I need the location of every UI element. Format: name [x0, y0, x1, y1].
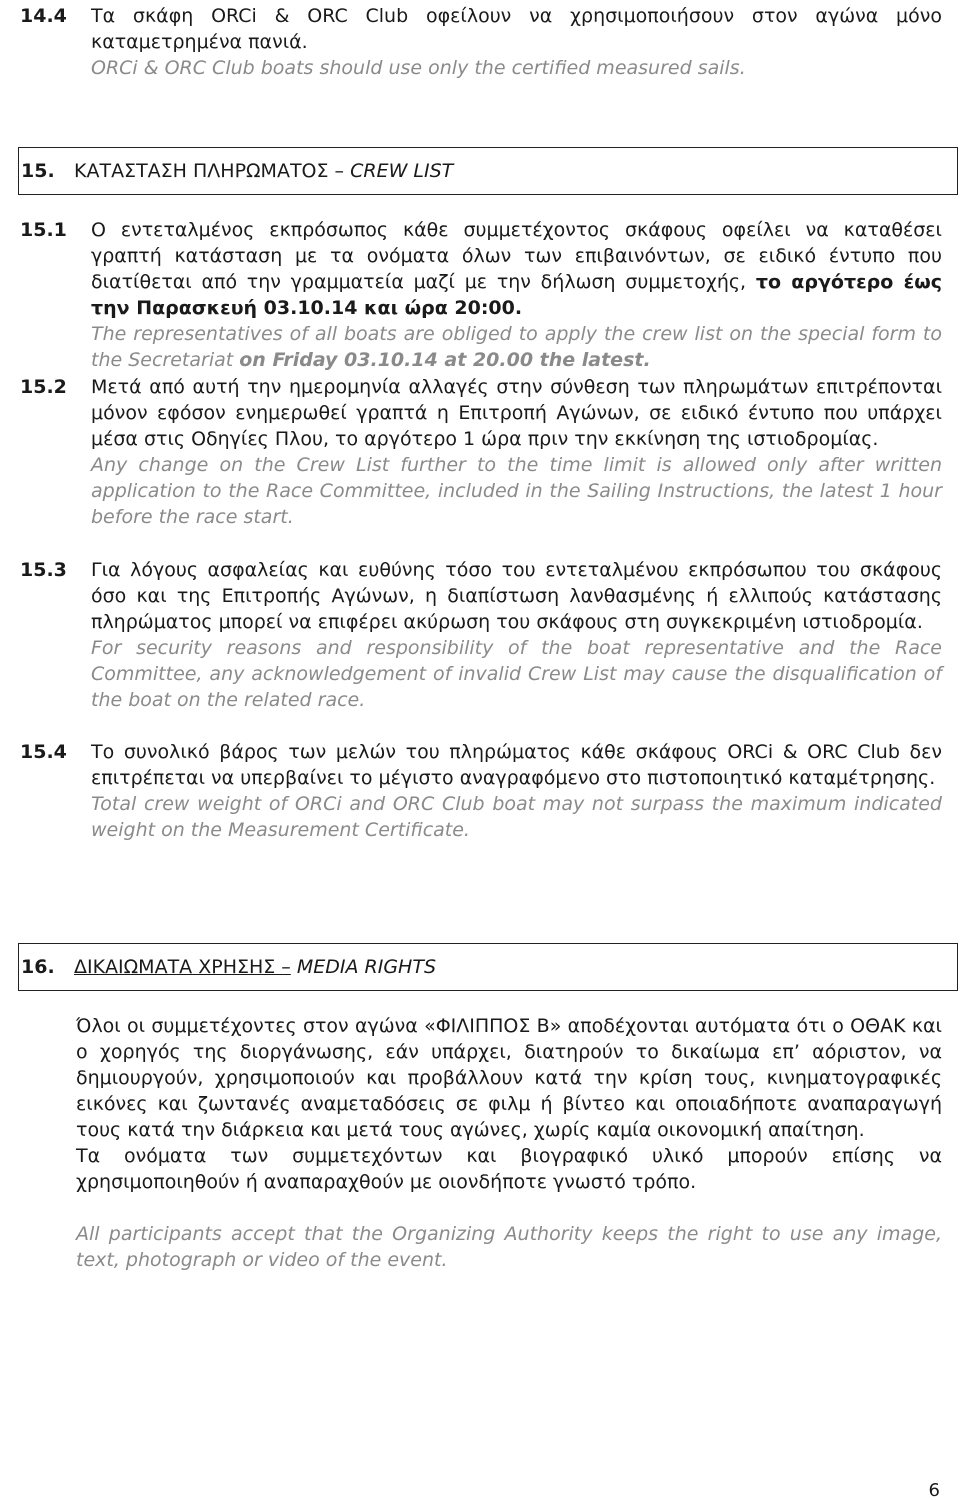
section-number-15-3: 15.3: [20, 559, 67, 581]
section-heading-16: [18, 943, 958, 991]
section-15-1-english: [91, 321, 942, 373]
heading-15-title-greek: ΚΑΤΑΣΤΑΣΗ ΠΛΗΡΩΜΑΤΟΣ –: [74, 160, 345, 182]
section-15-2: [91, 374, 942, 530]
section-16-greek-1: Όλοι οι συμμετέχοντες στον αγώνα «ΦΙΛΙΠΠΟΣ Β» αποδέχονται αυτόματα ότι ο ΟΘΑΚ και ο χορηγός της διοργάνωσης, εάν υπάρχει, διατηρούν το δικαίωμα επ’ αόριστον, να δημιουργούν, χρησιμοποιούν και προβάλλουν κατά την κρίση τους, κινηματογραφικές εικόνες και ζωντανές αναμεταδόσεις σε φιλμ ή βίντεο και οποιαδήποτε αναπαραγωγή τους κατά την διάρκεια και μετά τους αγώνες, χωρίς καμία οικονομική απαίτηση.: [76, 1015, 942, 1141]
top-border: [18, 0, 958, 1]
section-15-4: [91, 739, 942, 843]
section-16-greek-2: Τα ονόματα των συμμετεχόντων και βιογραφικό υλικό μπορούν επίσης να χρησιμοποιηθούν ή αναπαραχθούν με οιονδήποτε γνωστό τρόπο.: [76, 1145, 942, 1193]
section-number-14-4: 14.4: [20, 5, 67, 27]
heading-16-number: 16.: [21, 956, 55, 978]
section-15-1-greek-text: Ο εντεταλμένος εκπρόσωπος κάθε συμμετέχοντος σκάφους οφείλει να καταθέσει γραπτή κατάσταση με τα ονόματα όλων των επιβαινόντων, σε ειδικό έντυπο που διατίθεται από την γραμματεία μαζί με την δήλωση συμμετοχής,: [91, 219, 942, 293]
section-number-15-1: 15.1: [20, 219, 67, 241]
section-15-2-greek: Μετά από αυτή την ημερομηνία αλλαγές στην σύνθεση των πληρωμάτων επιτρέπονται μόνον εφόσον ενημερωθεί γραπτά η Επιτροπή Αγώνων, σε ειδικό έντυπο που υπάρχει μέσα στις Οδηγίες Πλου, το αργότερο 1 ώρα πριν την εκκίνηση της ιστιοδρομίας.: [91, 376, 942, 450]
page-number: 6: [928, 1480, 940, 1501]
section-15-1-deadline: το αργότερο έως την Παρασκευή 03.10.14 και ώρα 20:00.: [91, 271, 942, 319]
section-15-4-english: Total crew weight of ORCi and ORC Club boat may not surpass the maximum indicated weight on the Measurement Certificate.: [91, 793, 942, 841]
heading-15-title: [74, 160, 453, 182]
section-heading-15: [18, 147, 958, 195]
section-14-4-greek: Τα σκάφη ORCi & ORC Club οφείλουν να χρησιμοποιήσουν στον αγώνα μόνο καταμετρημένα πανιά.: [91, 5, 942, 53]
section-16-body: [76, 1013, 942, 1273]
section-15-1-english-text: The representatives of all boats are obliged to apply the crew list on the special form to the Secretariat: [91, 323, 942, 371]
section-15-3: [91, 557, 942, 713]
section-15-1-greek: [91, 217, 942, 321]
section-14-4-english: ORCi & ORC Club boats should use only the certified measured sails.: [91, 57, 746, 79]
section-14-4: [91, 3, 942, 81]
section-15-1-english-deadline: on Friday 03.10.14 at 20.00 the latest.: [239, 349, 651, 371]
heading-16-title-english: MEDIA RIGHTS: [296, 956, 437, 978]
section-number-15-4: 15.4: [20, 741, 67, 763]
section-15-3-english: For security reasons and responsibility of the boat representative and the Race Committee, any acknowledgement of invalid Crew List may cause the disqualification of the boat on the related race.: [91, 637, 942, 711]
section-15-3-greek: Για λόγους ασφαλείας και ευθύνης τόσο του εντεταλμένου εκπρόσωπου του σκάφους όσο και της Επιτροπής Αγώνων, η διαπίστωση λανθασμένης ή ελλιπούς κατάστασης πληρώματος μπορεί να επιφέρει ακύρωση του σκάφους στη συγκεκριμένη ιστιοδρομία.: [91, 559, 942, 633]
heading-16-title-greek: ΔΙΚΑΙΩΜΑΤΑ ΧΡΗΣΗΣ –: [74, 956, 291, 978]
heading-15-number: 15.: [21, 160, 55, 182]
section-number-15-2: 15.2: [20, 376, 67, 398]
heading-15-title-english: CREW LIST: [350, 160, 454, 182]
section-15-1: [91, 217, 942, 373]
heading-16-title: [74, 956, 436, 978]
section-15-4-greek: Το συνολικό βάρος των μελών του πληρώματος κάθε σκάφους ORCi & ORC Club δεν επιτρέπεται να υπερβαίνει το μέγιστο αναγραφόμενο στο πιστοποιητικό καταμέτρησης.: [91, 741, 942, 789]
section-15-2-english: Any change on the Crew List further to the time limit is allowed only after written application to the Race Committee, included in the Sailing Instructions, the latest 1 hour before the race start.: [91, 454, 942, 528]
section-16-english: All participants accept that the Organizing Authority keeps the right to use any image, text, photograph or video of the event.: [76, 1223, 942, 1271]
